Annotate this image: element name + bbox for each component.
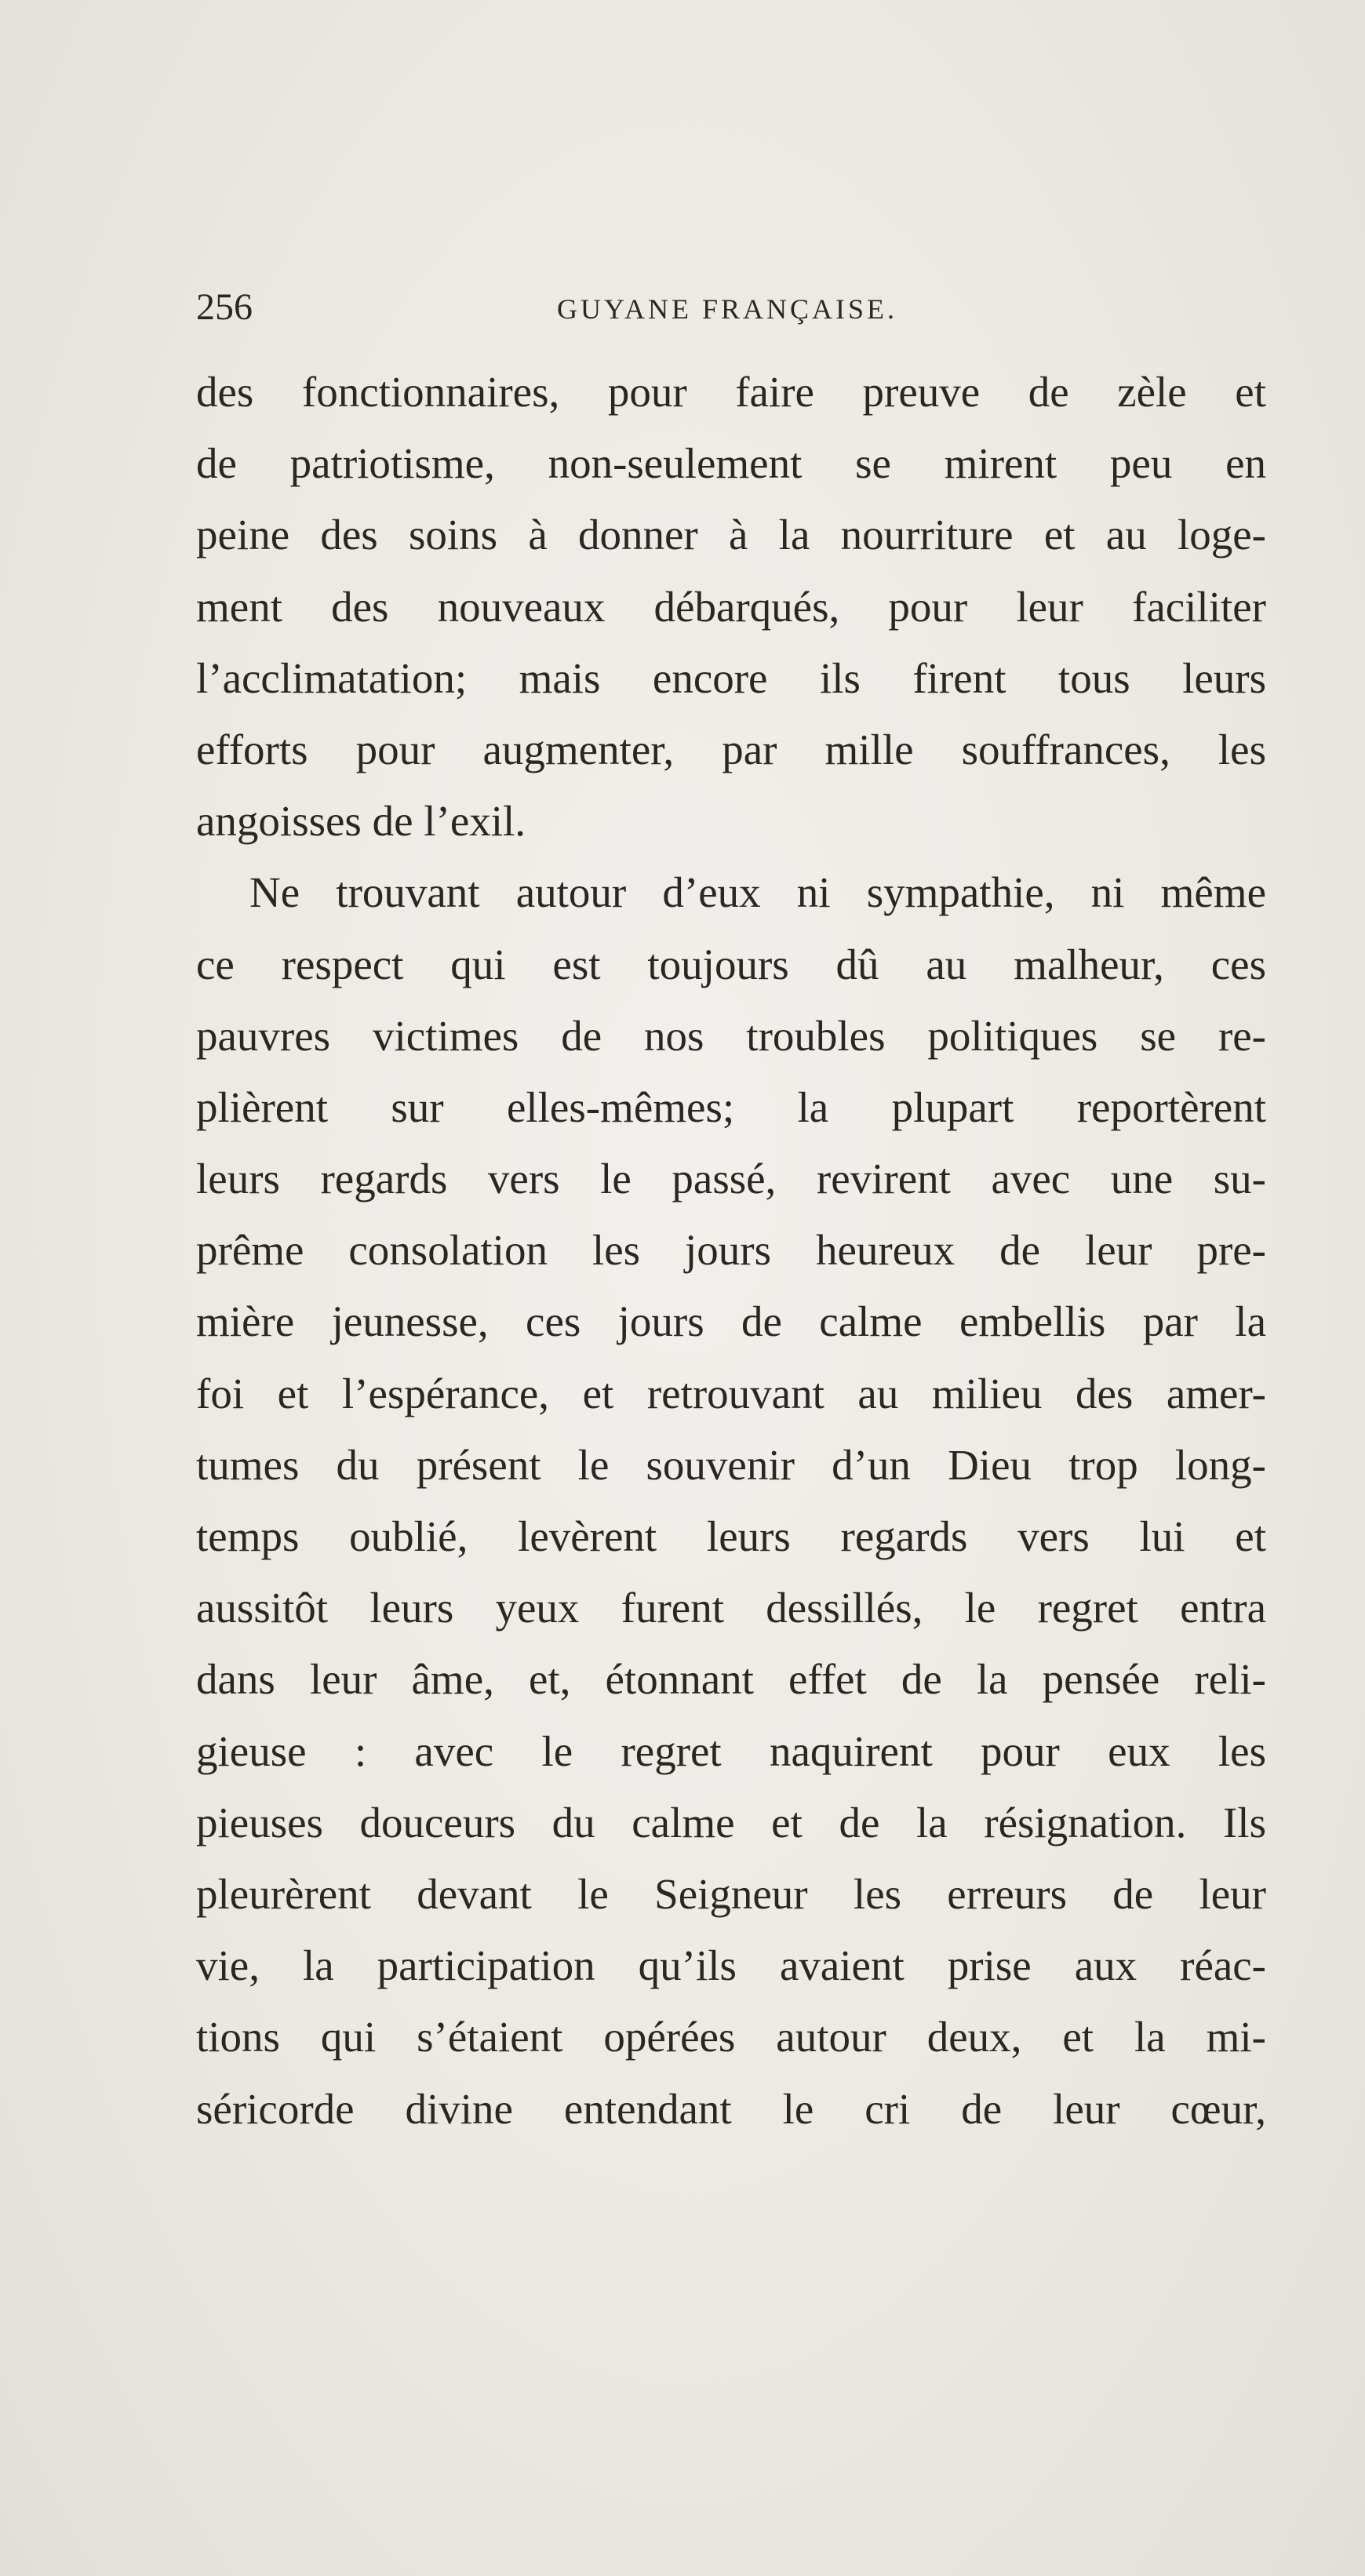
text-line: dans leur âme, et, étonnant effet de la pensée reli-	[196, 1655, 1266, 1704]
text-line: de patriotisme, non-seulement se mirent peu en	[196, 439, 1266, 488]
text-line: prême consolation les jours heureux de leur pre-	[196, 1226, 1266, 1275]
text-line: vie, la participation qu’ils avaient prise aux réac-	[196, 1941, 1266, 1990]
text-line: pauvres victimes de nos troubles politiques se re-	[196, 1011, 1266, 1060]
text-line: tions qui s’étaient opérées autour deux, et la mi-	[196, 2013, 1266, 2061]
running-head: GUYANE FRANÇAISE.	[557, 293, 898, 325]
text-line: efforts pour augmenter, par mille souffrances, les	[196, 725, 1266, 773]
page-header	[196, 284, 1310, 331]
text-line: ce respect qui est toujours dû au malheur, ces	[196, 940, 1266, 988]
text-line: des fonctionnaires, pour faire preuve de zèle et	[196, 368, 1266, 416]
page-number: 256	[196, 286, 253, 328]
text-line: l’acclimatation; mais encore ils firent tous leurs	[196, 653, 1266, 702]
text-line: ment des nouveaux débarqués, pour leur faciliter	[196, 582, 1266, 631]
text-line: séricorde divine entendant le cri de leur cœur,	[196, 2084, 1266, 2133]
text-line: angoisses de l’exil.	[196, 797, 526, 846]
text-line: leurs regards vers le passé, revirent avec une su-	[196, 1155, 1266, 1203]
text-line: pieuses douceurs du calme et de la résignation. Ils	[196, 1798, 1266, 1846]
text-line: tumes du présent le souvenir d’un Dieu trop long-	[196, 1440, 1266, 1489]
text-line: temps oublié, levèrent leurs regards vers lui et	[196, 1512, 1266, 1560]
text-line: aussitôt leurs yeux furent dessillés, le regret entra	[196, 1584, 1266, 1632]
text-line: plièrent sur elles-mêmes; la plupart reportèrent	[196, 1082, 1266, 1131]
text-line: peine des soins à donner à la nourriture et au loge-	[196, 511, 1266, 559]
text-line: gieuse : avec le regret naquirent pour eux les	[196, 1726, 1266, 1775]
text-line: mière jeunesse, ces jours de calme embellis par la	[196, 1297, 1266, 1346]
body-text	[196, 356, 1266, 2145]
paragraph-start-line: Ne trouvant autour d’eux ni sympathie, ni même	[249, 868, 1266, 917]
text-line: foi et l’espérance, et retrouvant au milieu des amer-	[196, 1369, 1266, 1417]
text-line: pleurèrent devant le Seigneur les erreurs de leur	[196, 1869, 1266, 1918]
